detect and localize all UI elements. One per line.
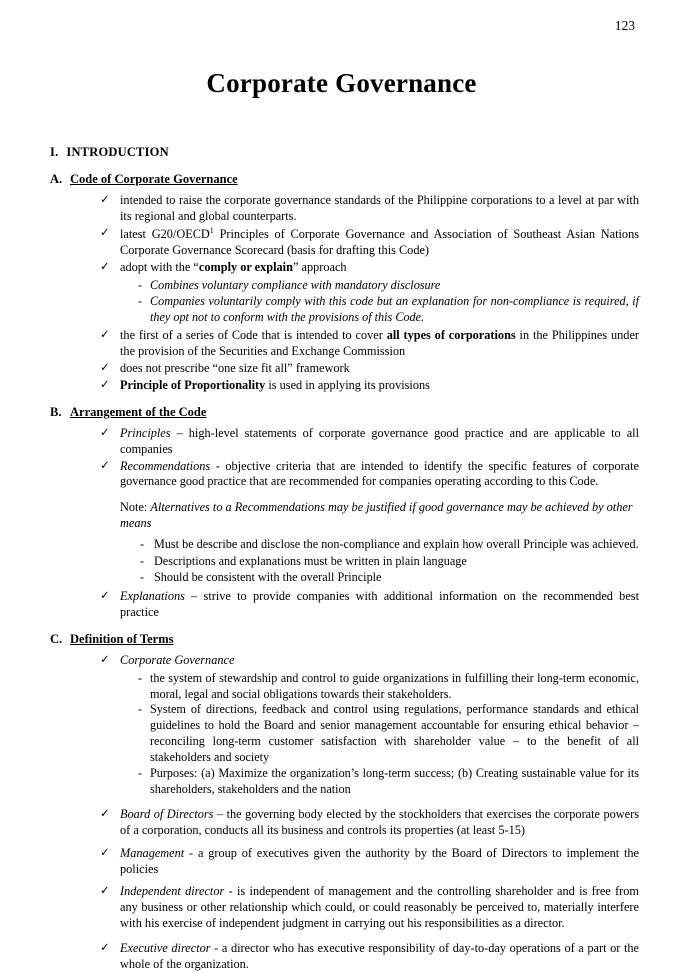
sub-list-item: - Descriptions and explanations must be written in plain language (140, 553, 639, 569)
item-text-post: is used in applying its provisions (265, 377, 430, 392)
subsection-title-b: Arrangement of the Code (70, 404, 207, 419)
section-numeral: I. (50, 145, 59, 159)
item-term: Management (120, 845, 185, 860)
section-c-body (44, 653, 639, 973)
section-c-list (44, 653, 639, 973)
list-item (98, 653, 639, 798)
subsection-letter-a: A. (50, 172, 63, 186)
item-term: Independent director (120, 884, 225, 899)
list-item (98, 426, 639, 458)
list-item: ✓ does not prescribe “one size fit all” framework (98, 361, 639, 377)
list-item (98, 328, 639, 360)
subsection-letter-c: C. (50, 631, 63, 646)
section-a-list (44, 193, 639, 394)
note-label: Note: (120, 500, 148, 515)
item-definition: – strive to provide companies with additional information on the recommended best practice (120, 588, 639, 619)
footnote-marker: 1 (209, 225, 214, 235)
item-text-bold: comply or explain (198, 260, 293, 275)
page-number: 123 (614, 18, 635, 33)
item-text-pre: adopt with the “ (120, 260, 199, 275)
item-text-post: Principles of Corporate Governance and Association of Southeast Asian Nations Corporate Governance Scorecard (basis for drafting this Code) (120, 227, 640, 258)
item-text-bold: all types of corporations (386, 327, 516, 342)
subsection-letter-b: B. (50, 404, 62, 419)
item-definition: – the governing body elected by the stockholders that exercises the corporate powers of a corporation, conducts all its business and controls its properties (at least 5-15) (120, 806, 639, 837)
item-definition: - a group of executives given the authority by the Board of Directors to implement the policies (120, 845, 639, 876)
item-text-post: ” approach (292, 260, 347, 275)
sub-list (120, 671, 639, 798)
sub-list-item: - Purposes: (a) Maximize the organization’s long-term success; (b) Creating sustainable value for its shareholders, stakeholders and the nation (136, 766, 639, 798)
page-title: Corporate Governance (206, 68, 477, 98)
sub-list-item: - Combines voluntary compliance with mandatory disclosure (136, 278, 639, 294)
list-item (98, 941, 639, 973)
item-definition: - a director who has executive responsibility of day-to-day operations of a part or the whole of the organization. (120, 941, 639, 972)
list-item (98, 378, 639, 394)
item-term: Executive director (120, 941, 211, 956)
list-item: ✓ intended to raise the corporate governance standards of the Philippine corporations to a level at par with its regional and global counterparts. (98, 193, 639, 225)
subsection-heading-c (44, 632, 639, 647)
list-item (98, 884, 639, 932)
sub-list-item: - the system of stewardship and control to guide organizations in fulfilling their long-term economic, moral, legal and social obligations towards their stakeholders. (136, 671, 639, 703)
list-item (98, 589, 639, 621)
item-definition: - is independent of management and the controlling shareholder and is free from any business or other relationship which could, or could reasonably be perceived to, materially interfere with his exercise of independent judgment in carrying out his responsibilities as a director. (120, 884, 639, 931)
item-text-pre: latest G20/OECD (120, 227, 210, 242)
note-block (120, 500, 639, 584)
section-a-body (44, 193, 639, 394)
section-label: INTRODUCTION (66, 145, 169, 159)
note-text: Alternatives to a Recommendations may be justified if good governance may be achieved by other means (120, 500, 633, 531)
item-term: Explanations (120, 588, 185, 603)
item-definition: – high-level statements of corporate governance good practice and are applicable to all companies (120, 425, 639, 456)
item-definition: - objective criteria that are intended to identify the specific features of corporate governance good practice that are recommended for companies operating according to this Code. (120, 458, 639, 489)
subsection-heading-a (44, 172, 639, 187)
item-term: Recommendations (120, 458, 211, 473)
note-sub-list (120, 536, 639, 584)
list-item (98, 226, 639, 259)
subsection-heading-b (44, 405, 639, 420)
subsection-title-a: Code of Corporate Governance (70, 172, 238, 186)
sub-list-item: - System of directions, feedback and control using regulations, performance standards and ethical guidelines to hold the Board and senior management accountable for ensuring ethical behavior – reconciling long-term customer satisfaction with shareholder value – to the benefit of all stakeholders and society (136, 702, 639, 765)
item-text-post: in the Philippines under the provision of the Securities and Exchange Commission (120, 327, 639, 358)
item-term: Board of Directors (120, 806, 214, 821)
sub-list (120, 278, 639, 326)
section-b-list (44, 426, 639, 491)
sub-list-item: - Must be describe and disclose the non-compliance and explain how overall Principle was achieved. (140, 536, 639, 552)
list-item (98, 260, 639, 326)
list-item (98, 846, 639, 878)
list-item (98, 459, 639, 491)
sub-list-item: - Should be consistent with the overall Principle (140, 569, 639, 585)
item-term: Principles (120, 425, 171, 440)
item-text-pre: the first of a series of Code that is intended to cover (120, 327, 387, 342)
section-b-list-continued (44, 589, 639, 621)
item-term: Corporate Governance (120, 652, 235, 667)
section-heading-introduction (50, 145, 639, 160)
list-item (98, 807, 639, 839)
section-b-body (44, 426, 639, 621)
subsection-title-c: Definition of Terms (70, 631, 174, 646)
item-text-bold: Principle of Proportionality (120, 377, 266, 392)
sub-list-item: - Companies voluntarily comply with this code but an explanation for non-compliance is required, if they opt not to conform with the provisions of this Code. (136, 294, 639, 326)
